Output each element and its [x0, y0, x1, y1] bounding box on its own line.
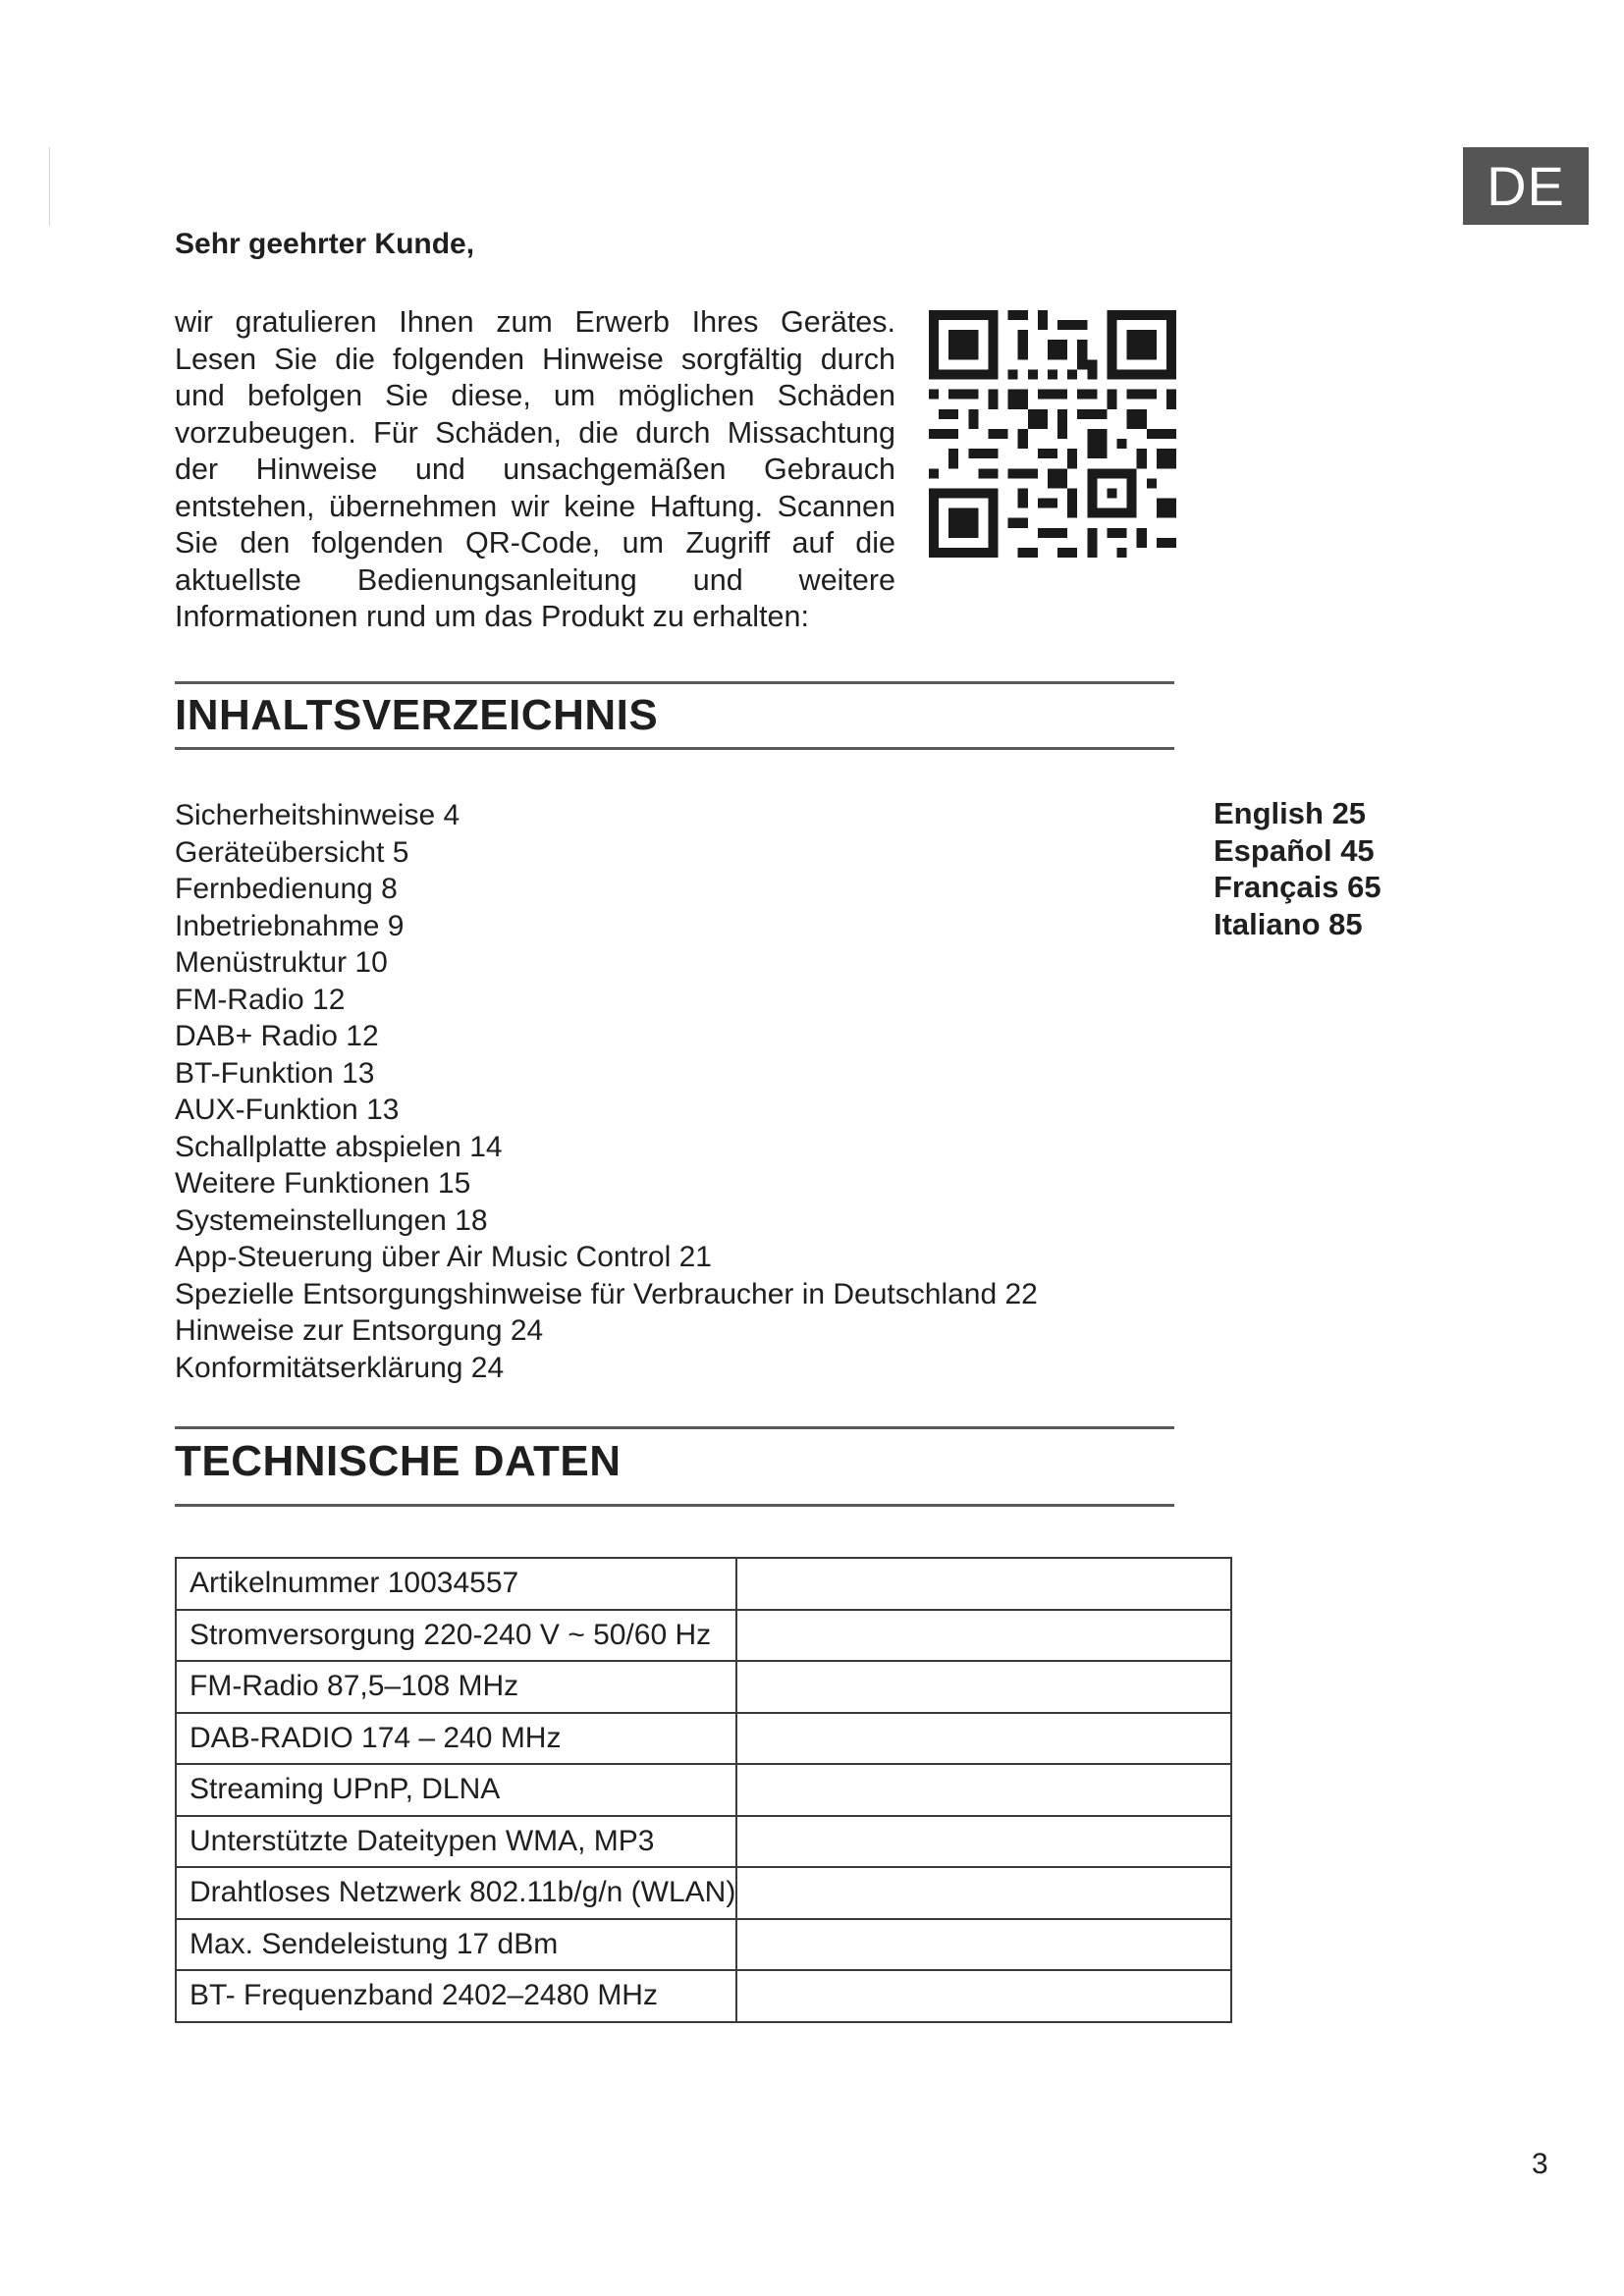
language-link[interactable]: Italiano 85: [1214, 906, 1363, 941]
specs-title: TECHNISCHE DATEN: [175, 1437, 622, 1485]
spec-cell: DAB-RADIO 174 – 240 MHz: [189, 1721, 562, 1754]
toc-item[interactable]: Konformitätserklärung 24: [175, 1351, 505, 1384]
intro-paragraph: wir gratulieren Ihnen zum Erwerb Ihres Gerätes. Lesen Sie die folgenden Hinweise sorgfältig durch und befolgen Sie diese, um möglichen Schäden vorzubeugen. Für Schäden, die durch Missachtung der Hinweise und unsachgemäßen Gebrauch entstehen, übernehmen wir keine Haftung. Scannen Sie den folgenden QR-Code, um Zugriff auf die aktuellste Bedienungsanleitung und weitere Informationen rund um das Produkt zu erhalten:: [175, 305, 895, 633]
language-list: [1214, 795, 1381, 942]
toc-item[interactable]: Fernbedienung 8: [175, 873, 398, 905]
table-row: [176, 1713, 1231, 1765]
table-row: [176, 1970, 1231, 2022]
spec-empty-cell: [736, 1610, 1231, 1662]
language-link[interactable]: Français 65: [1214, 870, 1381, 904]
table-row: [176, 1558, 1231, 1610]
toc-item[interactable]: DAB+ Radio 12: [175, 1020, 379, 1052]
spec-cell: Max. Sendeleistung 17 dBm: [189, 1927, 559, 1960]
toc-item[interactable]: Weitere Funktionen 15: [175, 1167, 471, 1200]
page-number: 3: [1532, 2148, 1548, 2180]
specs-bottom-rule: [175, 1504, 1174, 1507]
table-row: [176, 1661, 1231, 1713]
table-row: [176, 1764, 1231, 1816]
toc-item[interactable]: Inbetriebnahme 9: [175, 909, 405, 942]
toc-item[interactable]: App-Steuerung über Air Music Control 21: [175, 1241, 712, 1273]
spec-cell: Artikelnummer 10034557: [189, 1567, 519, 1600]
spec-cell: BT- Frequenzband 2402–2480 MHz: [189, 1979, 658, 2012]
language-link[interactable]: English 25: [1214, 796, 1367, 830]
toc-item[interactable]: Geräteübersicht 5: [175, 835, 409, 869]
toc-item[interactable]: Spezielle Entsorgungshinweise für Verbraucher in Deutschland 22: [175, 1277, 1038, 1310]
toc-list: [175, 797, 1038, 1386]
specs-table: [175, 1557, 1232, 2023]
toc-item[interactable]: FM-Radio 12: [175, 983, 346, 1016]
spec-empty-cell: [736, 1867, 1231, 1919]
toc-title: INHALTSVERZEICHNIS: [175, 691, 659, 739]
specs-top-rule: [175, 1426, 1174, 1429]
toc-item[interactable]: Systemeinstellungen 18: [175, 1203, 488, 1237]
spec-empty-cell: [736, 1919, 1231, 1971]
toc-item[interactable]: Menüstruktur 10: [175, 946, 388, 979]
language-link[interactable]: Español 45: [1214, 832, 1375, 868]
table-row: [176, 1919, 1231, 1971]
table-row: [176, 1816, 1231, 1868]
margin-line: [49, 147, 50, 226]
spec-empty-cell: [736, 1764, 1231, 1816]
toc-item[interactable]: BT-Funktion 13: [175, 1056, 375, 1090]
spec-empty-cell: [736, 1970, 1231, 2022]
toc-item[interactable]: Schallplatte abspielen 14: [175, 1130, 503, 1163]
spec-cell: Unterstützte Dateitypen WMA, MP3: [189, 1824, 655, 1857]
spec-cell: Streaming UPnP, DLNA: [189, 1773, 501, 1806]
spec-empty-cell: [736, 1816, 1231, 1868]
spec-cell: Drahtloses Netzwerk 802.11b/g/n (WLAN): [189, 1876, 736, 1909]
spec-empty-cell: [736, 1558, 1231, 1610]
qr-code-icon[interactable]: [929, 310, 1176, 558]
toc-item[interactable]: AUX-Funktion 13: [175, 1094, 400, 1126]
toc-bottom-rule: [175, 747, 1174, 750]
greeting: Sehr geehrter Kunde,: [175, 228, 475, 260]
spec-cell: FM-Radio 87,5–108 MHz: [189, 1670, 519, 1703]
table-row: [176, 1867, 1231, 1919]
table-row: [176, 1610, 1231, 1662]
spec-cell: Stromversorgung 220-240 V ~ 50/60 Hz: [189, 1618, 712, 1651]
toc-top-rule: [175, 681, 1174, 684]
language-badge: DE: [1463, 147, 1589, 225]
toc-item[interactable]: Hinweise zur Entsorgung 24: [175, 1314, 544, 1347]
spec-empty-cell: [736, 1713, 1231, 1765]
spec-empty-cell: [736, 1661, 1231, 1713]
toc-item[interactable]: Sicherheitshinweise 4: [175, 799, 460, 831]
